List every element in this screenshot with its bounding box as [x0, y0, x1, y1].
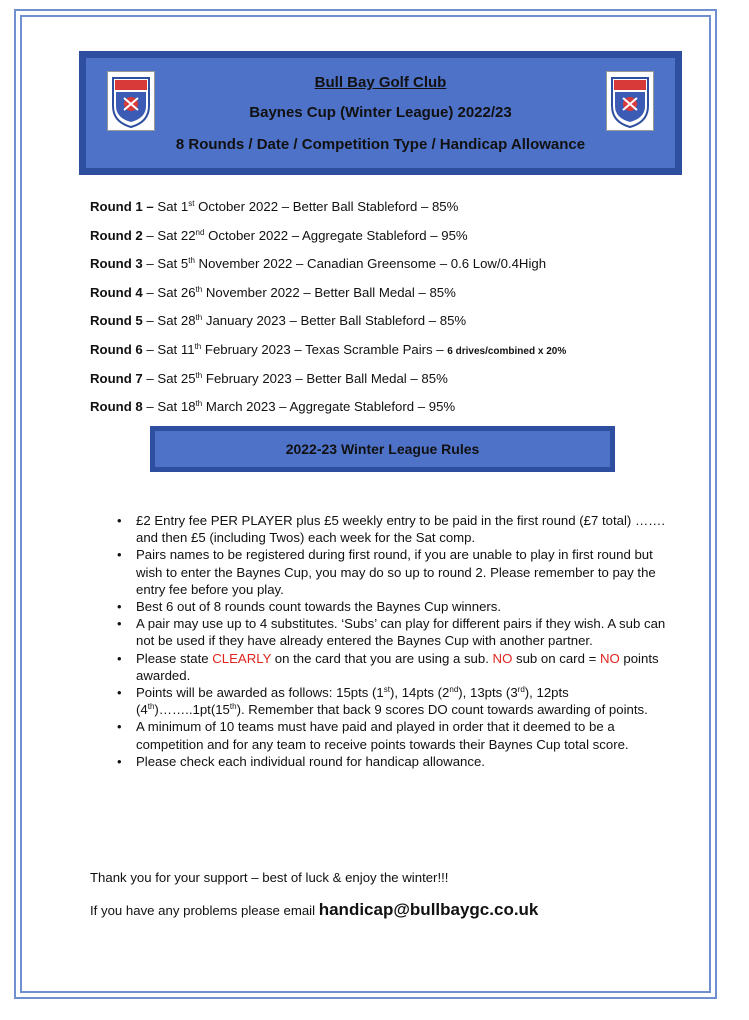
- rounds-list: [90, 198, 690, 427]
- round-row: Round 4 – Sat 26th November 2022 – Better Ball Medal – 85%: [90, 284, 456, 300]
- rule-item: • £2 Entry fee PER PLAYER plus £5 weekly entry to be paid in the first round (£7 total) ……. and then £5 (including Twos) each week for the Sat comp.: [100, 512, 675, 546]
- cup-subtitle: 8 Rounds / Date / Competition Type / Handicap Allowance: [175, 136, 586, 153]
- rule-item: • Best 6 out of 8 rounds count towards the Baynes Cup winners.: [100, 598, 675, 615]
- round-row: Round 3 – Sat 5th November 2022 – Canadian Greensome – 0.6 Low/0.4High: [90, 256, 547, 272]
- thank-you-text: Thank you for your support – best of luck & enjoy the winter!!!: [90, 870, 449, 885]
- cup-title: Baynes Cup (Winter League) 2022/23: [249, 104, 512, 121]
- rule-item: • Points will be awarded as follows: 15pts (1st), 14pts (2nd), 13pts (3rd), 12pts (4th)……..1pt(15th). Remember that back 9 scores DO count towards awarding of points.: [100, 684, 675, 718]
- rule-item: • Please state CLEARLY on the card that you are using a sub. NO sub on card = NO points awarded.: [100, 650, 675, 684]
- no-emphasis: NO: [492, 650, 513, 666]
- rule-item: • A pair may use up to 4 substitutes. ‘Subs’ can play for different pairs if they wish. A sub can not be used if they have already entered the Baynes Cup with another partner.: [100, 615, 675, 649]
- rule-item: • Pairs names to be registered during first round, if you are unable to play in first round but wish to enter the Baynes Cup, you may do so up to round 2. Please remember to pay the entry fee before you play.: [100, 546, 675, 598]
- no-emphasis: NO: [599, 650, 620, 666]
- email-address[interactable]: handicap@bullbaygc.co.uk: [318, 900, 539, 919]
- clearly-emphasis: CLEARLY: [212, 650, 272, 666]
- rules-banner: [150, 426, 615, 472]
- contact-text: If you have any problems please email: [90, 903, 319, 918]
- rules-title: 2022-23 Winter League Rules: [155, 431, 610, 467]
- club-name: Bull Bay Golf Club: [314, 74, 447, 91]
- header-banner: [79, 51, 682, 175]
- rule-item: • A minimum of 10 teams must have paid and played in order that it deemed to be a competition and for any team to receive points towards their Baynes Cup total score.: [100, 718, 675, 752]
- round-row: Round 5 – Sat 28th January 2023 – Better Ball Stableford – 85%: [90, 313, 467, 329]
- contact-line: [90, 900, 538, 920]
- round-row: Round 6 – Sat 11th February 2023 – Texas Scramble Pairs – 6 drives/combined x 20%: [90, 341, 567, 357]
- round-row: Round 2 – Sat 22nd October 2022 – Aggregate Stableford – 95%: [90, 227, 468, 243]
- header-banner-inner: [86, 58, 675, 168]
- rule-item: • Please check each individual round for handicap allowance.: [100, 753, 675, 770]
- round-row: Round 7 – Sat 25th February 2023 – Better Ball Medal – 85%: [90, 370, 448, 386]
- round-row: Round 1 – Sat 1st October 2022 – Better Ball Stableford – 85%: [90, 199, 459, 214]
- round-row: Round 8 – Sat 18th March 2023 – Aggregate Stableford – 95%: [90, 399, 456, 415]
- rules-list: [100, 512, 675, 770]
